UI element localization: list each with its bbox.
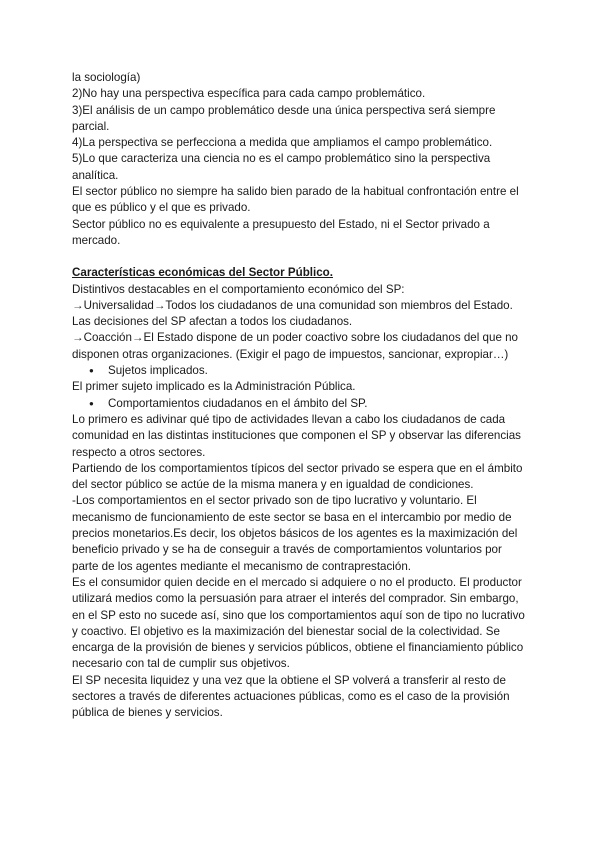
paragraph-confrontation: El sector público no siempre ha salido bien parado de la habitual confrontación entre el que es público y el que es privado. (72, 185, 519, 215)
spacer (72, 249, 530, 265)
paragraph-sujeto: El primer sujeto implicado es la Administración Pública. (72, 380, 356, 394)
section-heading: Características económicas del Sector Público. (72, 266, 333, 280)
paragraph-body-3: -Los comportamientos en el sector privado son de tipo lucrativo y voluntario. El mecanismo de funcionamiento de este sector se basa en el intercambio por medio de precios monetarios.Es decir, los objetos básicos de los agentes es la maximización del beneficio privado y se ha de conseguir a través de comportamientos voluntarios por parte de los agentes mediante el mecanismo de contraprestación. (72, 494, 518, 573)
paragraph-point-5: 5)Lo que caracteriza una ciencia no es el campo problemático sino la perspectiva analítica. (72, 152, 491, 182)
paragraph-coaccion: →Coacción→El Estado dispone de un poder coactivo sobre los ciudadanos del que no disponen otras organizaciones. (Exigir el pago de impuestos, sancionar, expropiar…) (72, 331, 519, 361)
paragraph-body-1: Lo primero es adivinar qué tipo de actividades llevan a cabo los ciudadanos de cada comunidad en las distintas instituciones que componen el SP y observar las diferencias respecto a otros sectores. (72, 412, 521, 459)
paragraph-universalidad: →Universalidad→Todos los ciudadanos de una comunidad son miembros del Estado. Las decisiones del SP afectan a todos los ciudadanos. (72, 298, 513, 329)
paragraph-equivalence: Sector público no es equivalente a presupuesto del Estado, ni el Sector privado a mercado. (72, 217, 490, 247)
paragraph-body-4: Es el consumidor quien decide en el mercado si adquiere o no el producto. El productor utilizará medios como la persuasión para atraer el interés del comprador. Sin embargo, en el SP esto no sucede así, sino que los comportamientos aquí son de tipo no lucrativo y coactivo. El objetivo es la maximización del bienestar social de la colectividad. Se encarga de la provisión de bienes y servicios públicos, obtiene el financiamiento público necesario con tal de cumplir sus objetivos. (72, 575, 525, 671)
bullet-sujetos: ● Sujetos implicados. (72, 363, 530, 379)
paragraph-point-4: 4)La perspectiva se perfecciona a medida que ampliamos el campo problemático. (72, 136, 493, 150)
bullet-comportamientos: ● Comportamientos ciudadanos en el ámbito del SP. (72, 396, 530, 412)
paragraph-body-5: El SP necesita liquidez y una vez que la obtiene el SP volverá a transferir al resto de sectores a través de diferentes actuaciones públicas, como es el caso de la provisión pública de bienes y servicios. (72, 673, 510, 720)
document-page (72, 70, 530, 722)
section-intro: Distintivos destacables en el comportamiento económico del SP: (72, 282, 405, 296)
paragraph-point-3: 3)El análisis de un campo problemático desde una única perspectiva será siempre parcial. (72, 103, 496, 133)
paragraph-continuation: la sociología) (72, 71, 141, 84)
paragraph-point-2: 2)No hay una perspectiva específica para cada campo problemático. (72, 87, 426, 101)
paragraph-body-2: Partiendo de los comportamientos típicos del sector privado se espera que en el ámbito del sector público se actúe de la misma manera y en igualdad de condiciones. (72, 461, 523, 492)
